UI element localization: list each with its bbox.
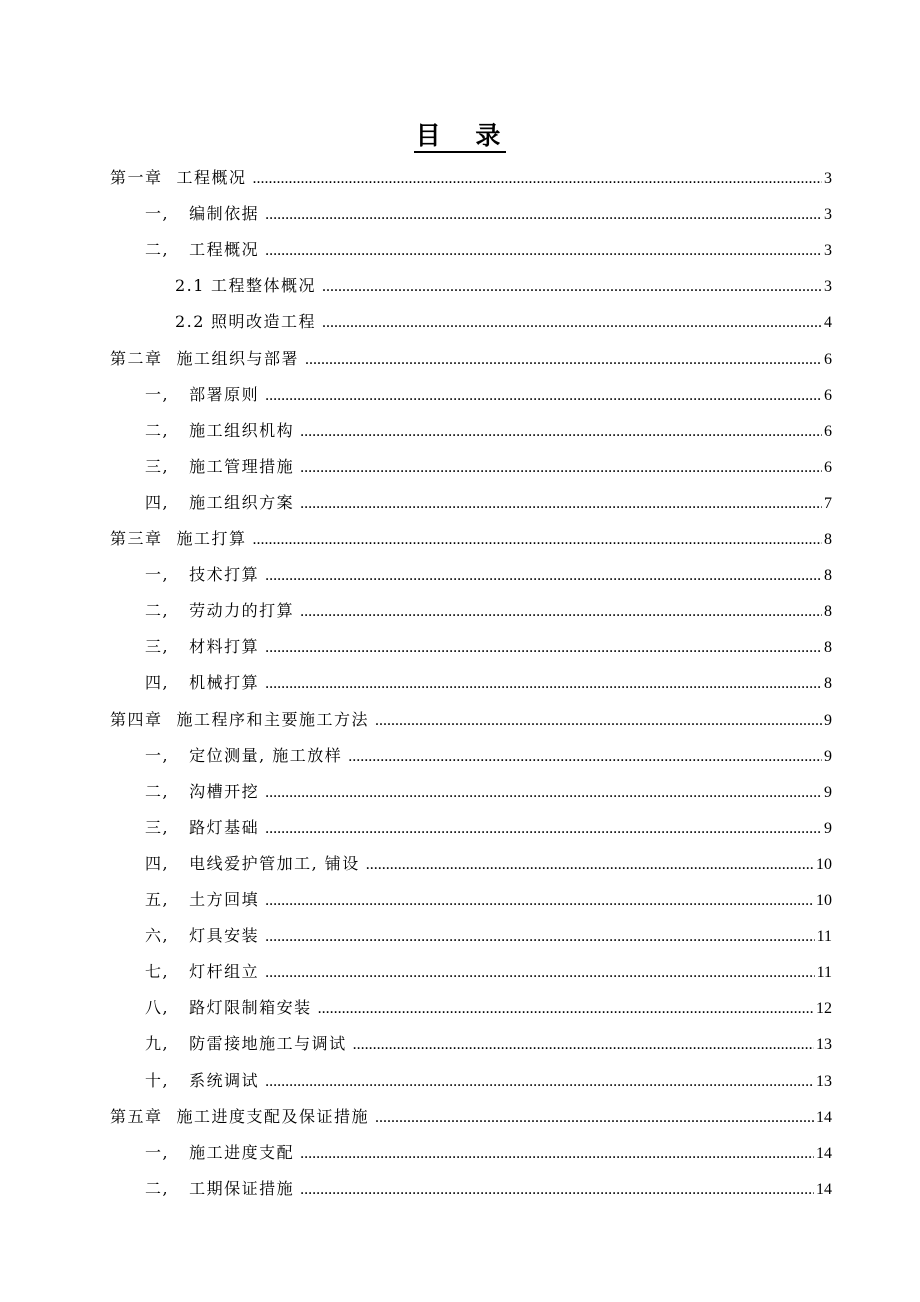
toc-entry-number: 第二章 — [110, 348, 163, 368]
toc-entry[interactable] — [145, 1141, 832, 1165]
toc-entry-page-number: 14 — [816, 1108, 832, 1126]
toc-entry[interactable] — [145, 455, 832, 479]
toc-entry-label: 土方回填 — [189, 890, 260, 909]
toc-dot-leader — [375, 709, 822, 733]
toc-dot-leader — [300, 1178, 814, 1202]
toc-entry-page-number: 8 — [824, 639, 832, 657]
toc-dot-leader — [265, 239, 822, 263]
toc-entry-page-number: 10 — [816, 855, 832, 873]
toc-entry[interactable] — [175, 310, 832, 334]
toc-entry-number: 第一章 — [110, 168, 163, 187]
toc-entry-label: 灯杆组立 — [189, 962, 260, 982]
toc-entry[interactable] — [145, 563, 832, 587]
toc-dot-leader — [300, 456, 822, 480]
toc-entry-label: 电线爱护管加工, 铺设 — [189, 853, 360, 873]
toc-entry[interactable] — [145, 852, 832, 876]
toc-entry-label: 施工打算 — [176, 529, 247, 548]
toc-entry-label: 防雷接地施工与调试 — [189, 1034, 347, 1054]
toc-entry[interactable] — [145, 924, 832, 948]
toc-dot-leader — [305, 348, 822, 372]
toc-entry-page-number: 14 — [816, 1180, 832, 1198]
toc-entry-page-number: 9 — [824, 819, 832, 837]
toc-dot-leader — [366, 853, 814, 877]
toc-entry-label: 工程概况 — [176, 168, 247, 187]
toc-entry-page-number: 3 — [824, 278, 832, 296]
toc-entry-label: 路灯限制箱安装 — [189, 998, 312, 1018]
toc-entry-number: 一, — [145, 565, 170, 585]
toc-dot-leader — [265, 1070, 814, 1094]
toc-entry-number: 2.1 — [175, 276, 205, 296]
toc-entry-page-number: 9 — [824, 783, 832, 801]
toc-dot-leader — [300, 600, 822, 624]
toc-entry-label: 工期保证措施 — [189, 1178, 295, 1198]
toc-entry-page-number: 9 — [824, 711, 832, 729]
toc-entry-page-number: 6 — [824, 386, 832, 404]
toc-entry[interactable] — [145, 419, 832, 443]
toc-entry-page-number: 8 — [824, 675, 832, 693]
toc-entry[interactable] — [110, 1105, 832, 1129]
toc-entry-number: 二, — [145, 240, 170, 260]
toc-dot-leader — [265, 564, 822, 588]
toc-entry-number: 五, — [145, 890, 170, 909]
toc-entry[interactable] — [145, 491, 832, 515]
toc-entry-page-number: 9 — [824, 747, 832, 765]
toc-entry-label: 灯具安装 — [189, 926, 260, 946]
toc-entry-page-number: 4 — [824, 314, 832, 332]
toc-title — [0, 116, 920, 152]
toc-entry-page-number: 12 — [816, 1000, 832, 1018]
toc-entry[interactable] — [110, 527, 832, 551]
toc-entry-label: 系统调试 — [189, 1070, 260, 1090]
toc-entry-page-number: 3 — [824, 242, 832, 260]
toc-entry-label: 编制依据 — [189, 204, 260, 224]
toc-entry-page-number: 7 — [824, 494, 832, 512]
toc-entry-label: 照明改造工程 — [210, 312, 316, 332]
toc-entry-number: 二, — [145, 781, 170, 801]
toc-entry[interactable] — [110, 708, 832, 732]
toc-entry-number: 八, — [145, 998, 170, 1018]
toc-entry[interactable] — [145, 888, 832, 912]
toc-dot-leader — [318, 997, 814, 1021]
toc-dot-leader — [322, 275, 822, 299]
toc-entry[interactable] — [145, 635, 832, 659]
toc-entry-number: 三, — [145, 817, 170, 837]
toc-entry-label: 施工进度支配 — [189, 1142, 295, 1162]
toc-entry-number: 二, — [145, 601, 170, 621]
toc-dot-leader — [253, 167, 822, 191]
toc-dot-leader — [322, 311, 822, 335]
toc-entry-label: 工程概况 — [189, 240, 260, 260]
toc-entry-number: 一, — [145, 1142, 170, 1162]
toc-dot-leader — [348, 745, 822, 769]
toc-entry-page-number: 6 — [824, 458, 832, 476]
toc-entry-number: 九, — [145, 1034, 170, 1054]
toc-entry[interactable] — [145, 780, 832, 804]
toc-dot-leader — [265, 961, 814, 985]
toc-entry[interactable] — [145, 816, 832, 840]
toc-entry-number: 六, — [145, 926, 170, 946]
toc-entry-number: 四, — [145, 853, 170, 873]
toc-entry-label: 施工管理措施 — [189, 456, 295, 476]
toc-dot-leader — [265, 672, 822, 696]
toc-entry[interactable] — [145, 1032, 832, 1056]
toc-entry-number: 四, — [145, 492, 170, 512]
toc-dot-leader — [265, 889, 814, 913]
toc-entry-number: 二, — [145, 1178, 170, 1198]
toc-entry-number: 三, — [145, 637, 170, 657]
toc-dot-leader — [265, 925, 814, 949]
toc-entry-label: 工程整体概况 — [210, 276, 316, 296]
toc-entry-label: 机械打算 — [189, 673, 260, 693]
toc-entry-label: 施工组织与部署 — [176, 348, 300, 368]
toc-entry-number: 三, — [145, 456, 170, 476]
toc-entry-page-number: 6 — [824, 350, 832, 368]
toc-entry-number: 十, — [145, 1070, 170, 1090]
toc-entry-number: 一, — [145, 204, 170, 224]
toc-entry[interactable] — [145, 671, 832, 695]
toc-entry[interactable] — [175, 274, 832, 298]
toc-entry-number: 一, — [145, 745, 170, 765]
toc-dot-leader — [375, 1106, 814, 1130]
toc-entry-number: 二, — [145, 420, 170, 440]
toc-entry-page-number: 3 — [824, 206, 832, 224]
toc-entry-label: 材料打算 — [189, 637, 260, 657]
toc-dot-leader — [300, 492, 822, 516]
toc-entry-label: 施工进度支配及保证措施 — [176, 1106, 370, 1126]
toc-dot-leader — [253, 528, 822, 552]
toc-entry-label: 劳动力的打算 — [189, 601, 295, 621]
toc-dot-leader — [265, 636, 822, 660]
toc-entry[interactable] — [145, 996, 832, 1020]
toc-entry-number: 2.2 — [175, 312, 205, 332]
toc-entry[interactable] — [145, 202, 832, 226]
toc-entry[interactable] — [145, 238, 832, 262]
toc-entry-page-number: 11 — [816, 964, 832, 982]
toc-entry[interactable] — [145, 383, 832, 407]
toc-entry-number: 第五章 — [110, 1106, 163, 1126]
toc-entry-number: 七, — [145, 962, 170, 982]
toc-entry[interactable] — [145, 1069, 832, 1093]
toc-dot-leader — [353, 1033, 814, 1057]
toc-entry-page-number: 13 — [816, 1036, 832, 1054]
toc-entry-label: 技术打算 — [189, 565, 260, 585]
toc-dot-leader — [300, 420, 822, 444]
toc-dot-leader — [265, 203, 822, 227]
toc-entry[interactable] — [145, 1177, 832, 1201]
toc-entry[interactable] — [145, 960, 832, 984]
toc-entry-number: 一, — [145, 384, 170, 404]
toc-entry[interactable] — [110, 347, 832, 371]
toc-entry[interactable] — [145, 599, 832, 623]
toc-title-text: 目 录 — [414, 121, 507, 153]
toc-entry[interactable] — [110, 166, 832, 190]
toc-entry-page-number: 8 — [824, 531, 832, 548]
toc-entry-number: 第四章 — [110, 709, 163, 729]
toc-entry-page-number: 3 — [824, 170, 832, 187]
toc-entry-page-number: 11 — [816, 928, 832, 946]
toc-entry-page-number: 13 — [816, 1072, 832, 1090]
toc-entry-label: 施工程序和主要施工方法 — [176, 709, 370, 729]
toc-entry-label: 施工组织方案 — [189, 492, 295, 512]
toc-entry-page-number: 14 — [816, 1144, 832, 1162]
toc-entry-page-number: 8 — [824, 603, 832, 621]
toc-entry-number: 四, — [145, 673, 170, 693]
toc-dot-leader — [265, 384, 822, 408]
toc-dot-leader — [265, 781, 822, 805]
toc-entry-page-number: 6 — [824, 422, 832, 440]
toc-entry-label: 沟槽开挖 — [189, 781, 260, 801]
toc-entry-page-number: 8 — [824, 567, 832, 585]
toc-entry-label: 施工组织机构 — [189, 420, 295, 440]
toc-entry-label: 部署原则 — [189, 384, 260, 404]
toc-dot-leader — [300, 1142, 814, 1166]
toc-dot-leader — [265, 817, 822, 841]
toc-entry-number: 第三章 — [110, 529, 163, 548]
toc-entry-label: 定位测量, 施工放样 — [189, 745, 343, 765]
toc-entry-page-number: 10 — [816, 892, 832, 909]
toc-entry[interactable] — [145, 744, 832, 768]
toc-entry-label: 路灯基础 — [189, 817, 260, 837]
